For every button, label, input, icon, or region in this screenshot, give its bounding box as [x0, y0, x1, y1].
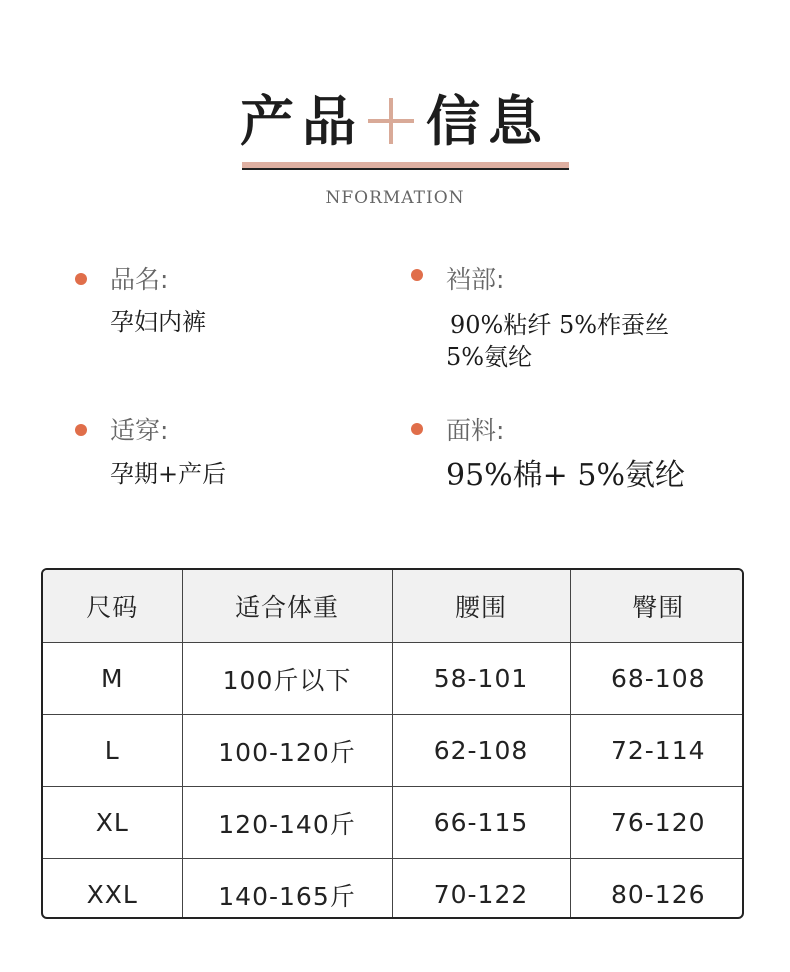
table-cell: M [43, 643, 182, 715]
table-cell: 70-122 [392, 859, 570, 920]
bullet-dot-icon [411, 423, 423, 435]
plus-icon [368, 98, 414, 144]
table-cell: XXL [43, 859, 182, 920]
table-cell: 68-108 [570, 643, 744, 715]
bullet-dot-icon [411, 269, 423, 281]
table-cell: 58-101 [392, 643, 570, 715]
table-row [43, 787, 744, 859]
info-value: 孕妇内裤 [110, 308, 206, 336]
page-subtitle: NFORMATION [325, 188, 465, 208]
table-cell: XL [43, 787, 182, 859]
table-header-cell: 尺码 [43, 570, 182, 643]
title-underline [242, 168, 569, 170]
table-row [43, 643, 744, 715]
page-title [0, 78, 790, 164]
table-header-row [43, 570, 744, 643]
title-left: 产品 [240, 89, 364, 153]
title-right: 信息 [426, 89, 550, 153]
table-header-cell: 腰围 [392, 570, 570, 643]
bullet-dot-icon [75, 424, 87, 436]
info-label: 品名: [110, 265, 169, 294]
table-cell: 120-140斤 [182, 787, 392, 859]
size-table [41, 568, 744, 919]
page-title-block [0, 78, 790, 178]
table-cell: 100-120斤 [182, 715, 392, 787]
table-cell: 76-120 [570, 787, 744, 859]
table-cell: 72-114 [570, 715, 744, 787]
table-cell: 80-126 [610, 880, 706, 909]
table-cell: L [43, 715, 182, 787]
table-header-cell: 适合体重 [182, 570, 392, 643]
table-cell: 100斤以下 [182, 643, 392, 715]
table-row [43, 859, 744, 920]
table-cell: 140-165斤 [182, 859, 392, 920]
table-row [43, 715, 744, 787]
info-label: 适穿: [110, 416, 169, 445]
info-value-line1: 90%粘纤 5%柞蚕丝 [450, 311, 670, 339]
table-header-cell: 臀围 [570, 570, 744, 643]
info-value: 孕期+产后 [110, 460, 227, 488]
table-cell: 62-108 [392, 715, 570, 787]
info-label: 裆部: [446, 265, 505, 294]
info-value-line2: 5%氨纶 [446, 343, 533, 371]
info-value: 95%棉+ 5%氨纶 [446, 458, 685, 493]
info-label: 面料: [446, 416, 505, 445]
bullet-dot-icon [75, 273, 87, 285]
table-cell: 66-115 [392, 787, 570, 859]
